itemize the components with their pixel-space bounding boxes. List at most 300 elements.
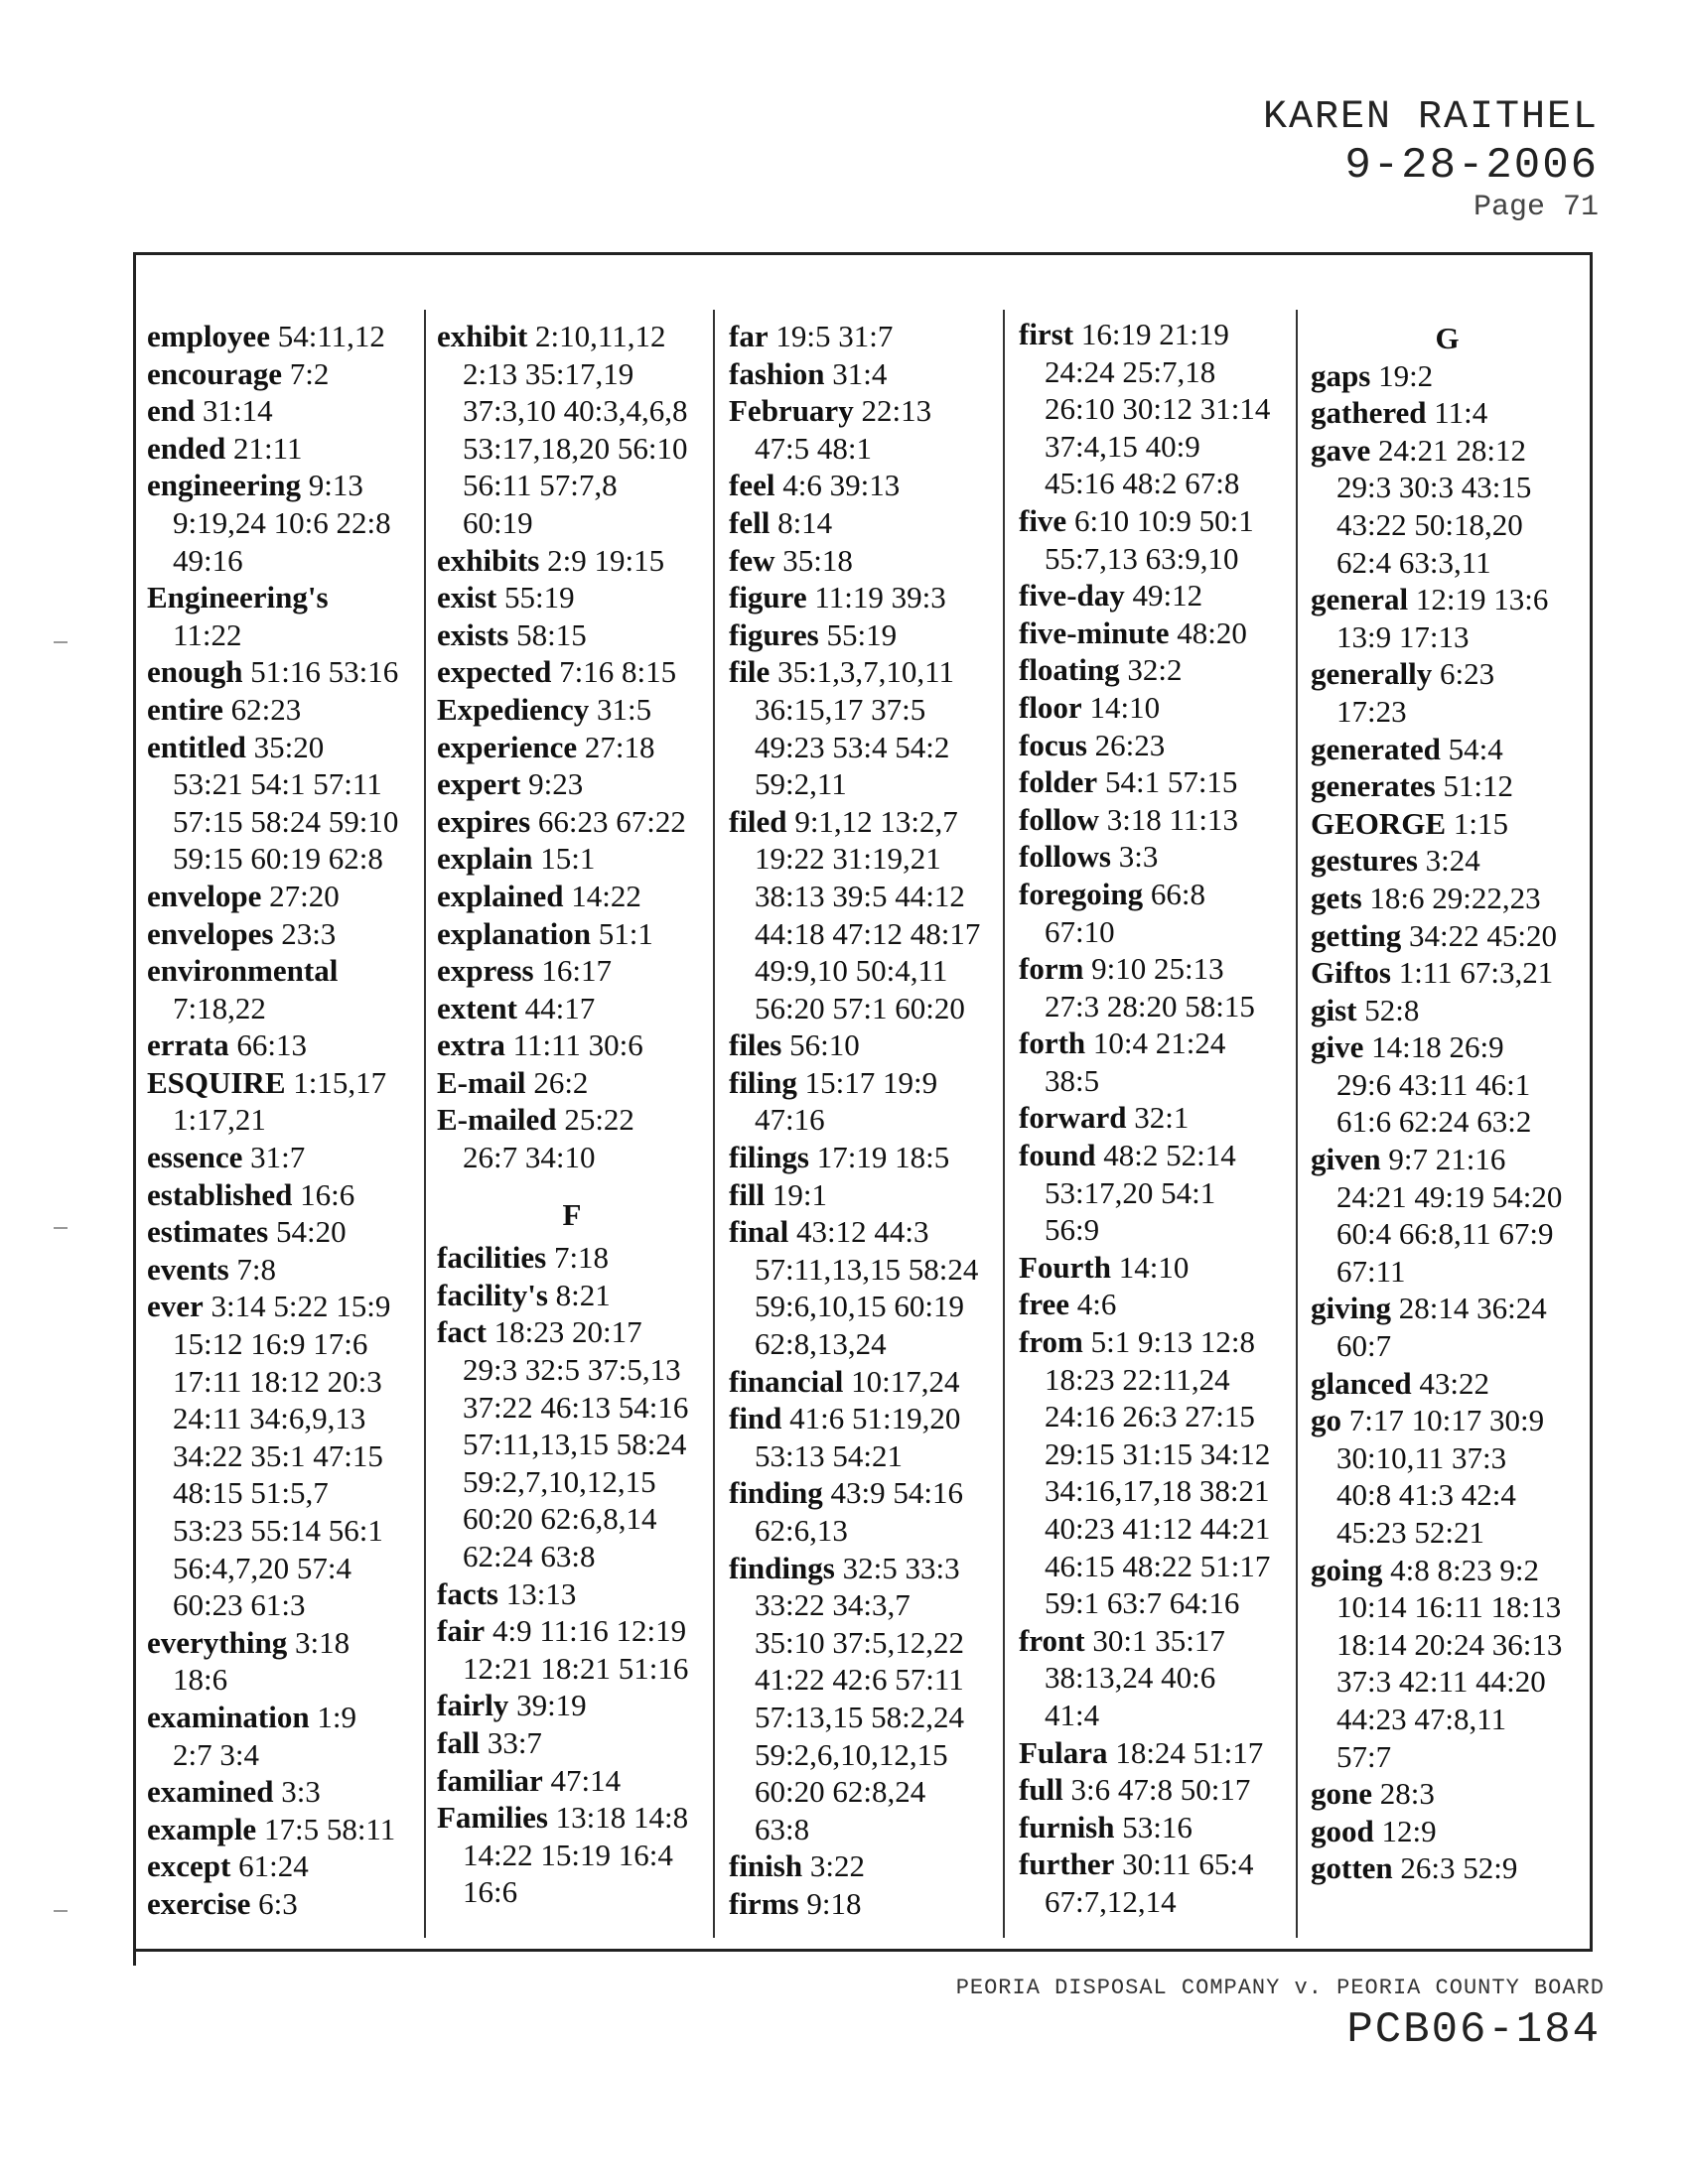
index-term: explain: [437, 841, 533, 877]
index-entry: [437, 1026, 707, 1064]
page-line-refs: 63:8: [755, 1811, 810, 1846]
index-entry: [147, 467, 417, 579]
page-line-refs: 4:6 39:13: [774, 468, 901, 503]
index-term: glanced: [1311, 1365, 1412, 1401]
page-line-refs: 3:3: [1111, 839, 1159, 875]
page-line-refs: 13:13: [497, 1575, 577, 1611]
page-line-refs: 25:22: [556, 1102, 634, 1138]
page-line-refs: 61:24: [230, 1848, 309, 1884]
page-line-refs: 9:1,12 13:2,7: [786, 803, 958, 839]
index-term: employee: [147, 319, 270, 353]
index-term: expected: [437, 654, 552, 690]
page-line-refs: 34:22 45:20: [1401, 917, 1557, 953]
page-line-refs: 47:16: [755, 1102, 825, 1138]
case-caption: PEORIA DISPOSAL COMPANY v. PEORIA COUNTY BOARD: [955, 1976, 1605, 2000]
index-column-1: [147, 318, 417, 1926]
index-entry: [147, 915, 417, 953]
index-entry: [729, 579, 999, 616]
deposition-date: 9-28-2006: [1344, 141, 1599, 191]
page-line-refs: 60:23 61:3: [173, 1587, 306, 1623]
index-entry: [729, 542, 999, 580]
page-line-refs: 57:11,13,15 58:24: [463, 1427, 687, 1462]
index-term: exercise: [147, 1885, 251, 1921]
case-number: PCB06-184: [1346, 2005, 1601, 2055]
page-line-refs: 35:18: [774, 542, 853, 578]
page-line-refs: 49:9,10 50:4,11: [755, 953, 948, 989]
index-term: files: [729, 1027, 782, 1063]
page-line-refs: 59:2,6,10,12,15: [755, 1736, 948, 1772]
index-entry: [729, 1176, 999, 1214]
index-entry: [437, 691, 707, 729]
page-line-refs: 41:22 42:6 57:11: [755, 1662, 964, 1698]
index-entry: [437, 579, 707, 616]
page-line-refs: 14:22 15:19 16:4: [463, 1837, 673, 1872]
page-line-refs: 7:18: [546, 1240, 610, 1276]
column-divider: [1296, 310, 1298, 1938]
page-line-refs: 51:12: [1435, 768, 1514, 804]
index-term: extra: [437, 1027, 505, 1063]
index-column-5: [1311, 320, 1584, 1928]
index-term: exist: [437, 580, 497, 615]
index-entry: [1019, 1286, 1292, 1323]
index-entry: [729, 392, 999, 467]
index-term: finish: [729, 1848, 803, 1884]
index-entry: [1311, 357, 1584, 395]
index-entry: [729, 355, 999, 393]
index-entry: [437, 1239, 707, 1277]
page-line-refs: 49:23 53:4 54:2: [755, 729, 950, 764]
page-line-refs: 47:14: [542, 1762, 622, 1798]
page-line-refs: 26:23: [1086, 727, 1166, 762]
scan-mark: [54, 1910, 68, 1912]
page-line-refs: 43:9 54:16: [822, 1475, 964, 1511]
page-line-refs: 66:23 67:22: [530, 803, 686, 839]
index-entry: [1019, 1845, 1292, 1920]
page-line-refs: 10:4 21:24: [1085, 1025, 1226, 1061]
index-term: estimates: [147, 1214, 269, 1250]
index-term: fact: [437, 1314, 487, 1350]
index-term: experience: [437, 729, 578, 764]
page-line-refs: 15:17 19:9: [796, 1064, 938, 1100]
index-term: forward: [1019, 1100, 1127, 1136]
index-term: going: [1311, 1552, 1383, 1587]
page-line-refs: 58:15: [508, 616, 587, 652]
index-entry: [1019, 1323, 1292, 1622]
index-entry: [729, 1363, 999, 1401]
page-line-refs: 1:9: [309, 1699, 356, 1734]
page-line-refs: 48:20: [1169, 614, 1247, 650]
page-line-refs: 54:20: [268, 1214, 347, 1250]
page-line-refs: 38:5: [1045, 1062, 1100, 1098]
index-term: familiar: [437, 1762, 543, 1798]
index-entry: [729, 616, 999, 654]
index-term: far: [729, 319, 769, 353]
index-entry: [1311, 1402, 1584, 1551]
page-line-refs: 62:4 63:3,11: [1336, 544, 1491, 580]
page-line-refs: 53:17,18,20 56:10: [463, 430, 688, 466]
index-entry: [147, 952, 417, 1026]
page-line-refs: 37:3 42:11 44:20: [1336, 1664, 1546, 1700]
page-line-refs: 7:2: [282, 355, 330, 391]
page-line-refs: 18:24 51:17: [1107, 1734, 1264, 1770]
index-entry: [147, 1176, 417, 1214]
page-line-refs: 29:3 32:5 37:5,13: [463, 1352, 681, 1388]
page-line-refs: 60:20 62:8,24: [755, 1774, 926, 1810]
index-term: figures: [729, 616, 819, 652]
index-term: furnish: [1019, 1809, 1115, 1844]
page-line-refs: 26:10 30:12 31:14: [1045, 391, 1271, 427]
page-line-refs: 11:4: [1426, 395, 1488, 431]
index-term: filings: [729, 1140, 809, 1175]
page-line-refs: 59:6,10,15 60:19: [755, 1289, 964, 1324]
index-entry: [1311, 1141, 1584, 1290]
page-line-refs: 56:9: [1045, 1212, 1100, 1248]
index-term: findings: [729, 1550, 835, 1585]
page-line-refs: 9:7 21:16: [1380, 1142, 1506, 1177]
page-line-refs: 55:19: [496, 580, 575, 615]
index-term: generated: [1311, 731, 1441, 766]
index-term: gaps: [1311, 357, 1371, 393]
page-line-refs: 27:20: [261, 878, 340, 913]
page-line-refs: 61:6 62:24 63:2: [1336, 1104, 1532, 1140]
page-line-refs: 16:17: [533, 953, 612, 989]
index-entry: [729, 1064, 999, 1139]
index-entry: [437, 915, 707, 953]
index-term: gist: [1311, 992, 1357, 1027]
page-line-refs: 32:1: [1126, 1100, 1190, 1136]
index-term: envelopes: [147, 915, 274, 951]
index-term: filing: [729, 1064, 797, 1100]
index-entry: [1019, 1734, 1292, 1772]
page-line-refs: 57:7: [1336, 1738, 1392, 1774]
index-term: errata: [147, 1027, 229, 1063]
page-line-refs: 66:13: [228, 1027, 307, 1063]
index-entry: [437, 318, 707, 542]
index-term: feel: [729, 468, 775, 503]
index-entry: [147, 1251, 417, 1289]
index-term: explanation: [437, 915, 592, 951]
page-line-refs: 67:10: [1045, 913, 1115, 949]
index-entry: [729, 1474, 999, 1549]
index-term: facts: [437, 1575, 498, 1611]
index-entry: [1019, 502, 1292, 577]
index-entry: [729, 467, 999, 504]
page-line-refs: 16:6: [463, 1874, 518, 1910]
index-entry: [147, 729, 417, 878]
page-line-refs: 60:4 66:8,11 67:9: [1336, 1216, 1554, 1252]
page-line-refs: 22:13: [853, 393, 932, 429]
index-entry: [1311, 731, 1584, 768]
page-line-refs: 17:19 18:5: [808, 1140, 950, 1175]
index-entry: [1311, 581, 1584, 655]
page-line-refs: 2:13 35:17,19: [463, 355, 634, 391]
page-line-refs: 14:22: [563, 878, 641, 913]
page-line-refs: 17:5 58:11: [256, 1811, 396, 1846]
index-entry: [437, 803, 707, 841]
index-term: fair: [437, 1613, 486, 1649]
index-entry: [147, 1213, 417, 1251]
index-term: free: [1019, 1287, 1070, 1322]
index-term: facility's: [437, 1277, 548, 1312]
index-entry: [1019, 876, 1292, 950]
page-line-refs: 1:15,17: [285, 1064, 387, 1100]
index-entry: [1311, 1813, 1584, 1850]
page-line-refs: 7:8: [228, 1251, 277, 1287]
index-term: finding: [729, 1475, 823, 1511]
page-line-refs: 56:4,7,20 57:4: [173, 1550, 351, 1585]
index-entry: [1311, 1028, 1584, 1141]
page-line-refs: 53:17,20 54:1: [1045, 1174, 1216, 1210]
witness-name: KAREN RAITHEL: [1262, 95, 1599, 140]
index-entry: [437, 990, 707, 1027]
page-line-refs: 19:2: [1370, 357, 1434, 393]
index-entry: [1019, 838, 1292, 876]
index-entry: [1311, 1365, 1584, 1403]
page-line-refs: 23:3: [273, 915, 337, 951]
index-term: gets: [1311, 880, 1362, 915]
page-line-refs: 2:10,11,12: [527, 319, 666, 353]
index-term: go: [1311, 1403, 1341, 1438]
page-line-refs: 35:1,3,7,10,11: [770, 654, 955, 690]
page-line-refs: 29:6 43:11 46:1: [1336, 1066, 1531, 1102]
index-term: Families: [437, 1800, 548, 1836]
index-entry: [437, 616, 707, 654]
index-term: exists: [437, 616, 509, 652]
index-entry: [1311, 432, 1584, 581]
page-line-refs: 38:13,24 40:6: [1045, 1660, 1216, 1696]
index-term: ESQUIRE: [147, 1064, 286, 1100]
index-term: given: [1311, 1142, 1381, 1177]
index-entry: [1311, 1552, 1584, 1776]
page-line-refs: 18:14 20:24 36:13: [1336, 1626, 1563, 1662]
index-term: final: [729, 1214, 789, 1250]
page-line-refs: 59:15 60:19 62:8: [173, 841, 383, 877]
page-line-refs: 2:7 3:4: [173, 1736, 259, 1772]
index-column-4: [1019, 316, 1292, 1924]
page-line-refs: 9:23: [520, 766, 584, 802]
page-line-refs: 35:10 37:5,12,22: [755, 1624, 964, 1660]
index-entry: [1311, 917, 1584, 955]
index-term: first: [1019, 317, 1074, 351]
index-term: firms: [729, 1885, 799, 1921]
page-line-refs: 1:11 67:3,21: [1390, 955, 1554, 991]
page-line-refs: 3:3: [273, 1774, 321, 1810]
page-line-refs: 28:14 36:24: [1390, 1291, 1547, 1326]
index-term: figure: [729, 580, 807, 615]
page-line-refs: 67:7,12,14: [1045, 1883, 1177, 1919]
page-line-refs: 3:24: [1417, 843, 1480, 879]
page-line-refs: 8:21: [547, 1277, 611, 1312]
page-line-refs: 67:11: [1336, 1253, 1406, 1289]
page-line-refs: 19:1: [765, 1176, 828, 1212]
index-term: fill: [729, 1176, 766, 1212]
page-line-refs: 59:2,7,10,12,15: [463, 1463, 656, 1499]
page-line-refs: 44:23 47:8,11: [1336, 1701, 1507, 1736]
index-term: facilities: [437, 1240, 547, 1276]
page-line-refs: 6:10 10:9 50:1: [1066, 502, 1254, 538]
index-term: floating: [1019, 652, 1120, 688]
index-entry: [147, 1064, 417, 1139]
page-line-refs: 4:9 11:16 12:19: [485, 1613, 687, 1649]
page-line-refs: 24:21 49:19 54:20: [1336, 1178, 1563, 1214]
index-term: everything: [147, 1624, 288, 1660]
page-line-refs: 2:9 19:15: [539, 542, 665, 578]
index-entry: [147, 318, 417, 355]
page-line-refs: 59:1 63:7 64:16: [1045, 1585, 1240, 1621]
index-term: focus: [1019, 727, 1087, 762]
page-line-refs: 16:19 21:19: [1073, 317, 1229, 351]
page-line-refs: 60:7: [1336, 1328, 1392, 1364]
index-entry: [1019, 950, 1292, 1024]
index-entry: [729, 1400, 999, 1474]
page-line-refs: 1:15: [1446, 805, 1508, 841]
page-line-refs: 19:22 31:19,21: [755, 841, 941, 877]
page-line-refs: 12:9: [1373, 1813, 1437, 1848]
page-line-refs: 18:23 22:11,24: [1045, 1361, 1230, 1397]
index-term: follow: [1019, 801, 1099, 837]
index-entry: [1019, 1024, 1292, 1099]
index-entry: [1019, 801, 1292, 839]
index-entry: [1019, 316, 1292, 502]
page-line-refs: 15:1: [532, 841, 596, 877]
index-term: financial: [729, 1363, 844, 1399]
page-line-refs: 24:21 28:12: [1370, 432, 1526, 468]
column-divider: [1003, 310, 1005, 1938]
letter-heading: G: [1435, 321, 1460, 355]
index-entry: [147, 1885, 417, 1923]
index-term: fell: [729, 504, 771, 540]
page-line-refs: 28:3: [1372, 1776, 1435, 1812]
page-line-refs: 19:5 31:7: [768, 319, 894, 353]
page-line-refs: 44:17: [516, 990, 596, 1025]
index-term: exhibit: [437, 319, 528, 353]
index-entry: [1019, 614, 1292, 652]
page-line-refs: 40:8 41:3 42:4: [1336, 1477, 1516, 1513]
page-line-refs: 24:11 34:6,9,13: [173, 1401, 366, 1436]
page-line-refs: 16:6: [292, 1176, 355, 1212]
index-term: Expediency: [437, 691, 590, 727]
index-entry: [1311, 992, 1584, 1029]
index-term: Fourth: [1019, 1249, 1111, 1285]
index-entry: [147, 1773, 417, 1811]
page-line-refs: 36:15,17 37:5: [755, 691, 926, 727]
index-term: forth: [1019, 1025, 1086, 1061]
index-entry: [437, 1799, 707, 1911]
index-term: exhibits: [437, 542, 540, 578]
page-line-refs: 56:11 57:7,8: [463, 468, 618, 503]
page-line-refs: 31:14: [195, 393, 273, 429]
page-line-refs: 27:18: [577, 729, 655, 764]
index-term: from: [1019, 1324, 1083, 1360]
index-term: entitled: [147, 729, 246, 764]
index-entry: [437, 1612, 707, 1687]
index-term: folder: [1019, 764, 1098, 800]
page-line-refs: 26:3 52:9: [1392, 1850, 1518, 1886]
index-term: ended: [147, 430, 226, 466]
index-entry: [1019, 1137, 1292, 1249]
index-entry: [437, 1277, 707, 1314]
index-term: gone: [1311, 1776, 1372, 1812]
index-entry: [147, 878, 417, 915]
page-line-refs: 45:16 48:2 67:8: [1045, 466, 1240, 501]
page-line-refs: 21:11: [225, 430, 303, 466]
index-term: examined: [147, 1774, 274, 1810]
index-entry: [1019, 1099, 1292, 1137]
page-line-refs: 8:14: [770, 504, 833, 540]
index-entry: [1311, 655, 1584, 730]
index-entry: [147, 1026, 417, 1064]
index-entry: [1019, 763, 1292, 801]
index-column-2: [437, 318, 707, 1926]
index-term: GEORGE: [1311, 805, 1447, 841]
index-term: front: [1019, 1622, 1085, 1658]
index-entry: [729, 1026, 999, 1064]
index-entry: [437, 840, 707, 878]
page-line-refs: 30:10,11 37:3: [1336, 1439, 1507, 1475]
index-term: Fulara: [1019, 1734, 1108, 1770]
page-line-refs: 47:5 48:1: [755, 430, 872, 466]
page-line-refs: 31:5: [589, 691, 652, 727]
page-line-refs: 4:8 8:23 9:2: [1382, 1552, 1539, 1587]
page-line-refs: 3:22: [802, 1848, 865, 1884]
frame-tick: [133, 1926, 136, 1966]
index-entry: [729, 1139, 999, 1176]
page-line-refs: 44:18 47:12 48:17: [755, 915, 981, 951]
index-term: getting: [1311, 917, 1402, 953]
page-line-refs: 31:7: [242, 1140, 306, 1175]
index-entry: [1311, 1290, 1584, 1364]
index-term: example: [147, 1811, 257, 1846]
page-line-refs: 9:13: [301, 468, 363, 503]
index-term: environmental: [147, 953, 339, 989]
index-term: encourage: [147, 355, 283, 391]
index-term: gestures: [1311, 843, 1418, 879]
index-entry: [1019, 1809, 1292, 1846]
index-term: give: [1311, 1029, 1364, 1065]
index-entry: [437, 1687, 707, 1724]
index-entry: [729, 1847, 999, 1885]
page-line-refs: 60:19: [463, 504, 533, 540]
index-entry: [729, 653, 999, 802]
page-line-refs: 55:7,13 63:9,10: [1045, 540, 1239, 576]
index-entry: [437, 653, 707, 691]
scan-mark: [54, 641, 68, 643]
page-line-refs: 48:15 51:5,7: [173, 1475, 329, 1511]
index-entry: [147, 691, 417, 729]
page-line-refs: 14:10: [1111, 1249, 1190, 1285]
index-entry: [729, 803, 999, 1027]
page-line-refs: 10:17,24: [843, 1363, 960, 1399]
index-entry: [1019, 727, 1292, 764]
index-term: ever: [147, 1289, 204, 1324]
column-divider: [713, 310, 715, 1938]
page-line-refs: 11:22: [173, 616, 242, 652]
index-term: found: [1019, 1138, 1096, 1173]
index-entry: [147, 355, 417, 393]
page-line-refs: 66:8: [1143, 876, 1206, 911]
page-line-refs: 9:10 25:13: [1083, 951, 1224, 987]
index-entry: [1019, 689, 1292, 727]
page-line-refs: 7:18,22: [173, 990, 266, 1025]
index-term: floor: [1019, 689, 1082, 725]
index-entry: [437, 878, 707, 915]
index-term: further: [1019, 1846, 1115, 1882]
index-term: full: [1019, 1772, 1063, 1808]
page-line-refs: 41:6 51:19,20: [781, 1401, 961, 1436]
page-line-refs: 30:1 35:17: [1084, 1622, 1225, 1658]
index-entry: [1311, 880, 1584, 917]
page-line-refs: 35:20: [245, 729, 325, 764]
